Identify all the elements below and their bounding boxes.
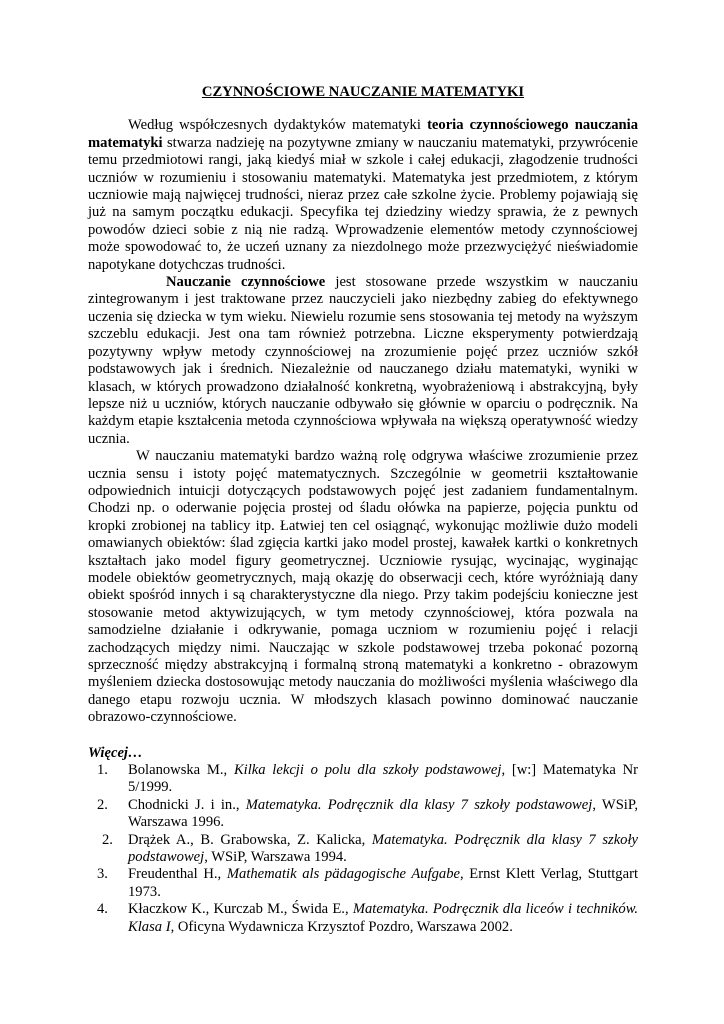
reference-number: 3. [97, 866, 108, 883]
paragraph-2-bold: Nauczanie czynnościowe [166, 274, 326, 291]
reference-title: Matematyka. Podręcznik dla klasy 7 szkoły podstawowej [245, 796, 593, 813]
reference-title: Matematyka. Podręcznik dla klasy 7 szkoły podstawowej [128, 831, 639, 866]
reference-rest: , [w:] Matematyka Nr 5/1999. [128, 762, 638, 796]
more-heading: Więcej… [88, 744, 143, 761]
reference-item [88, 901, 638, 936]
reference-title: Kilka lekcji o polu dla szkoły podstawowej [233, 762, 502, 779]
reference-number: 1. [97, 762, 108, 779]
reference-rest: , Ernst Klett Verlag, Stuttgart 1973. [128, 866, 638, 900]
document-page [88, 84, 638, 936]
paragraph-1 [88, 117, 638, 274]
reference-item [88, 866, 638, 901]
paragraph-1-bold: teoria czynnościowego nauczania matematyki [88, 117, 638, 151]
reference-number: 4. [97, 901, 108, 918]
reference-rest: , WSiP, Warszawa 1994. [204, 849, 347, 866]
reference-item [88, 762, 638, 797]
reference-number: 2. [102, 831, 113, 848]
paragraph-1-rest: stwarza nadzieję na pozytywne zmiany w nauczaniu matematyki, przywrócenie temu przedmiotowi rangi, jaką kiedyś miał w szkole i całej edukacji, złagodzenie trudności uczniów w rozumieniu i stosowaniu matematyki. Matematyka jest przedmiotem, z którym uczniowie mają najwięcej trudności, nieraz przez całe szkolne życie. Problemy pojawiają się już na samym początku edukacji. Specyfika tej dziedziny wiedzy sprawia, że z pewnych powodów dzieci sobie z nią nie radzą. Wprowadzenie elementów metody czynnościowej może spowodować to, że uczeń uznany za niezdolnego może przezwyciężyć nieświadomie napotykane dotychczas trudności. [88, 134, 638, 273]
reference-title: Mathematik als pädagogische Aufgabe [226, 866, 460, 883]
reference-list [88, 762, 638, 936]
reference-authors: Drążek A., B. Grabowska, Z. Kalicka, [128, 831, 372, 848]
reference-authors: Chodnicki J. i in., [128, 796, 246, 813]
paragraph-2-rest: jest stosowane przede wszystkim w nauczaniu zintegrowanym i jest traktowane przez nauczycieli jako niezbędny zabieg do efektywnego uczenia się dziecka w tym wieku. Niewielu rozumie sens stosowania tej metody na wyższym szczeblu edukacji. Jest ona tam również potrzebna. Liczne eksperymenty potwierdzają pozytywny wpływ metody czynnościowej na zrozumienie pojęć przez uczniów szkół podstawowych jak i średnich. Niezależnie od nauczanego działu matematyki, wyniki w klasach, w których prowadzono działalność konkretną, wyobrażeniową i abstrakcyjną, były lepsze niż u uczniów, których nauczanie odbywało się głównie w oparciu o podręcznik. Na każdym etapie kształcenia metoda czynnościowa wpływała na większą operatywność wiedzy ucznia. [88, 274, 639, 447]
reference-number: 2. [97, 796, 108, 813]
paragraph-3: W nauczaniu matematyki bardzo ważną rolę odgrywa właściwe zrozumienie przez ucznia sensu i istoty pojęć matematycznych. Szczególnie w geometrii kształtowanie odpowiednich intuicji dotyczących podstawowych pojęć jest zadaniem fundamentalnym. Chodzi np. o oderwanie pojęcia prostej od śladu ołówka na papierze, pojęcia punktu od kropki zrobionej na tablicy itp. Łatwiej ten cel osiągnąć, wykonując możliwie dużo modeli omawianych obiektów: ślad zgięcia kartki jako model prostej, kawałek kartki o konkretnych kształtach jako model figury geometrycznej. Uczniowie rysując, wycinając, wyginając modele obiektów geometrycznych, mają okazję do obserwacji cech, które wyróżniają dany obiekt spośród innych i są charakterystyczne dla niego. Przy takim podejściu konieczne jest stosowanie metod aktywizujących, w tym metody czynnościowej, która pozwala na samodzielne działanie i odkrywanie, pomaga uczniom w rozumieniu pojęć i relacji zachodzących między nimi. Nauczając w szkole podstawowej trzeba pokonać pozorną sprzeczność między abstrakcyjną i formalną stroną matematyki a konkretno - obrazowym myśleniem dziecka dostosowując metody nauczania do możliwości myślenia właściwego dla danego etapu rozwoju ucznia. W młodszych klasach powinno dominować nauczanie obrazowo-czynnościowe. [88, 448, 638, 726]
reference-authors: Kłaczkow K., Kurczab M., Świda E., [128, 901, 353, 918]
reference-rest: , WSiP, Warszawa 1996. [128, 796, 639, 831]
paragraph-2 [88, 274, 638, 448]
document-title: CZYNNOŚCIOWE NAUCZANIE MATEMATYKI [201, 84, 525, 100]
reference-authors: Freudenthal H., [128, 866, 227, 883]
reference-rest: , Oficyna Wydawnicza Krzysztof Pozdro, Warszawa 2002. [170, 918, 513, 935]
reference-item [88, 797, 638, 832]
reference-title: Matematyka. Podręcznik dla liceów i techników. Klasa I [128, 901, 639, 935]
paragraph-1-start: Według współczesnych dydaktyków matematyki [128, 117, 428, 134]
reference-item [88, 832, 638, 867]
reference-authors: Bolanowska M., [128, 762, 234, 779]
